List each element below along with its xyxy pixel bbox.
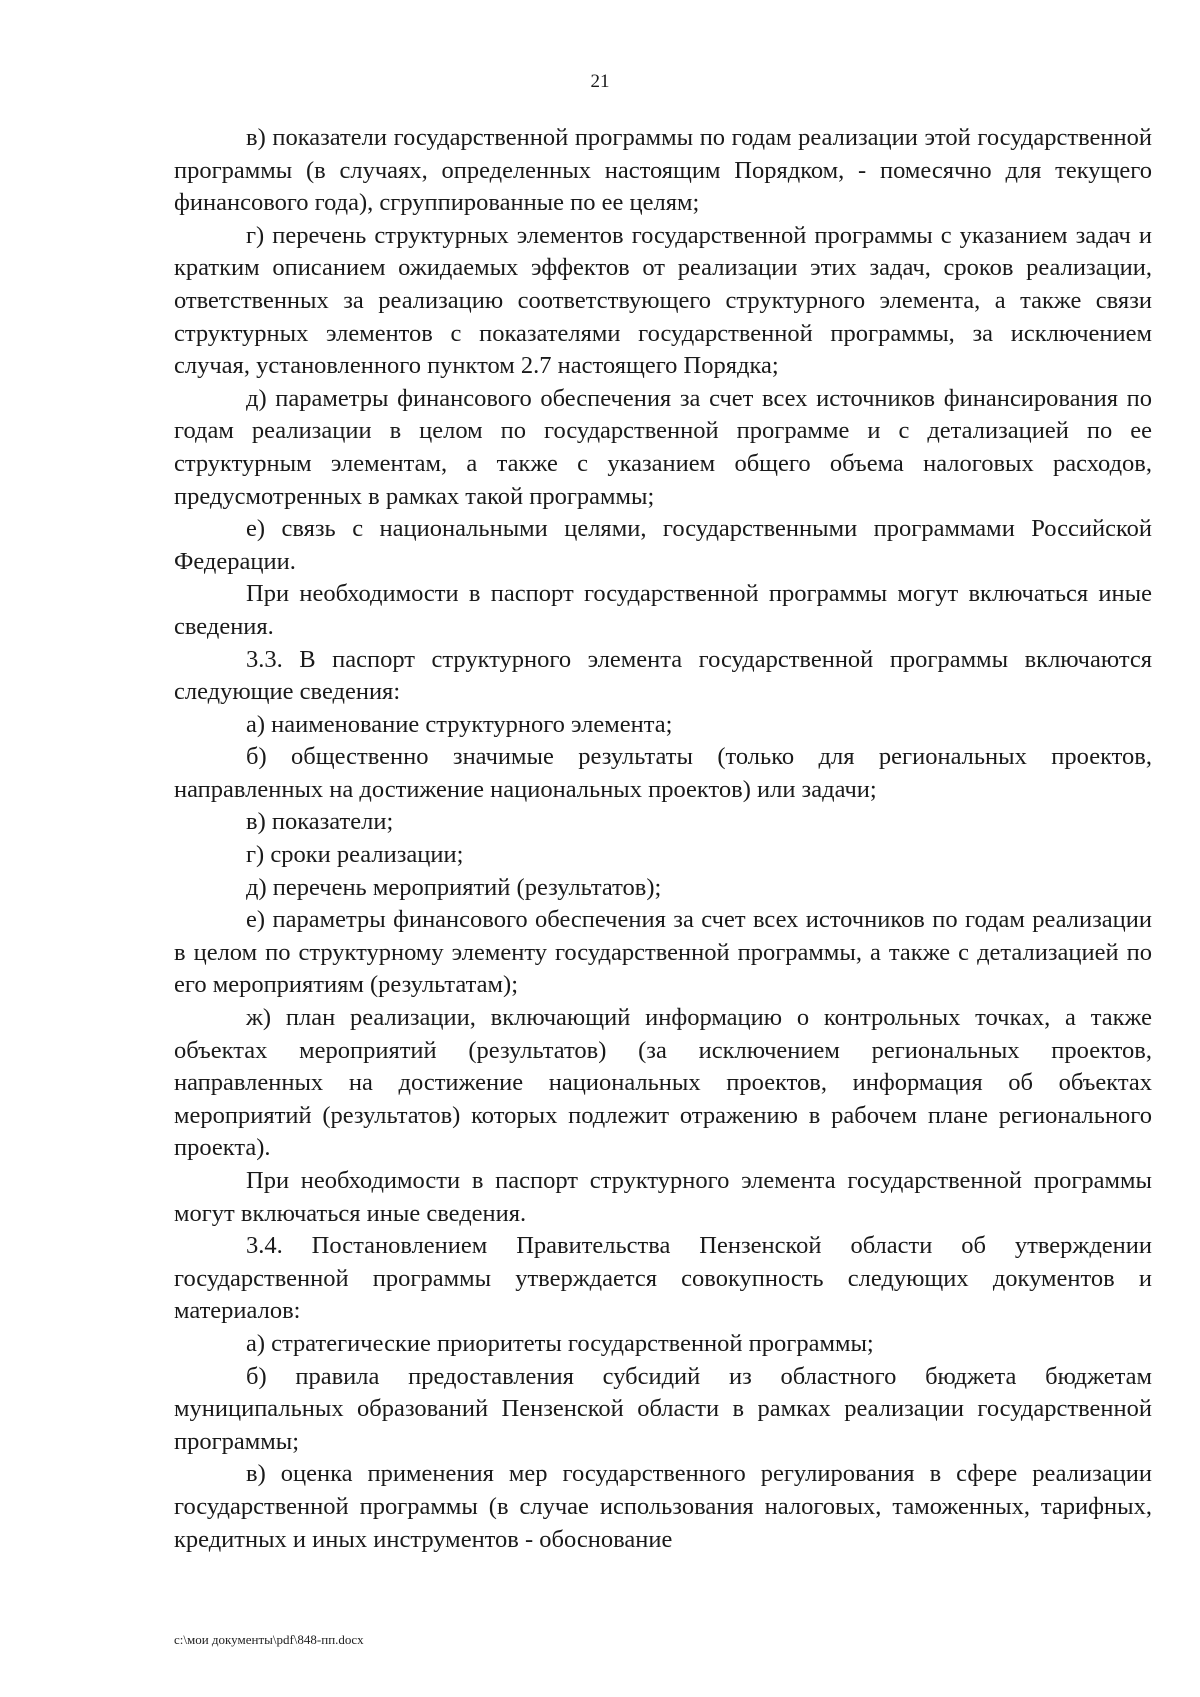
paragraph-item-v: в) показатели; (246, 808, 394, 836)
paragraph-list-v: в) оценка применения мер государственного регулирования в сфере реализации государственной программы (в случае использования налоговых, таможенных, тарифных, кредитных и иных инструментов - обоснование (174, 1460, 1152, 1553)
paragraph-indicators: в) показатели государственной программы по годам реализации этой государственной программы (в случаях, определенных настоящим Порядком, - помесячно для текущего финансового года), сгруппированные по ее целям; (174, 124, 1152, 217)
paragraph-financing: д) параметры финансового обеспечения за счет всех источников финансирования по годам реализации в целом по государственной программе и с детализацией по ее структурным элементам, а также с указанием общего объема налоговых расходов, предусмотренных в рамках такой программы; (174, 384, 1152, 510)
paragraph-item-b: б) общественно значимые результаты (только для региональных проектов, направленных на достижение национальных проектов) или задачи; (174, 743, 1152, 803)
paragraph-item-a: а) наименование структурного элемента; (246, 710, 673, 738)
paragraph-other-info-structural: При необходимости в паспорт структурного элемента государственной программы могут включаться иные сведения. (174, 1167, 1152, 1227)
paragraph-item-g: г) сроки реализации; (246, 841, 464, 869)
paragraph-section-3-4: 3.4. Постановлением Правительства Пензенской области об утверждении государственной программы утверждается совокупность следующих документов и материалов: (174, 1232, 1152, 1325)
paragraph-list-b: б) правила предоставления субсидий из областного бюджета бюджетам муниципальных образований Пензенской области в рамках реализации государственной программы; (174, 1362, 1152, 1455)
paragraph-list-a: а) стратегические приоритеты государственной программы; (246, 1329, 874, 1357)
page-number: 21 (590, 71, 610, 92)
paragraph-item-zh: ж) план реализации, включающий информацию о контрольных точках, а также объектах мероприятий (результатов) (за исключением региональных проектов, направленных на достижение национальных проектов, информация об объектах мероприятий (результатов) которых подлежит отражению в рабочем плане регионального проекта). (174, 1004, 1152, 1162)
paragraph-section-3-3: 3.3. В паспорт структурного элемента государственной программы включаются следующие сведения: (174, 645, 1152, 706)
paragraph-other-info: При необходимости в паспорт государственной программы могут включаться иные сведения. (174, 580, 1152, 640)
footer-file-path: c:\мои документы\pdf\848-пп.docx (174, 1632, 364, 1647)
paragraph-item-d: д) перечень мероприятий (результатов); (246, 873, 662, 901)
paragraph-item-e: е) параметры финансового обеспечения за счет всех источников по годам реализации в целом по структурному элементу государственной программы, а также с детализацией по его мероприятиям (результатам); (174, 906, 1152, 999)
document-body (174, 122, 1152, 1556)
paragraph-national-goals: е) связь с национальными целями, государственными программами Российской Федерации. (174, 515, 1152, 575)
paragraph-structural-elements: г) перечень структурных элементов государственной программы с указанием задач и кратким описанием ожидаемых эффектов от реализации этих задач, сроков реализации, ответственных за реализацию соответствующего структурного элемента, а также связи структурных элементов с показателями государственной программы, за исключением случая, установленного пунктом 2.7 настоящего Порядка; (174, 221, 1152, 380)
